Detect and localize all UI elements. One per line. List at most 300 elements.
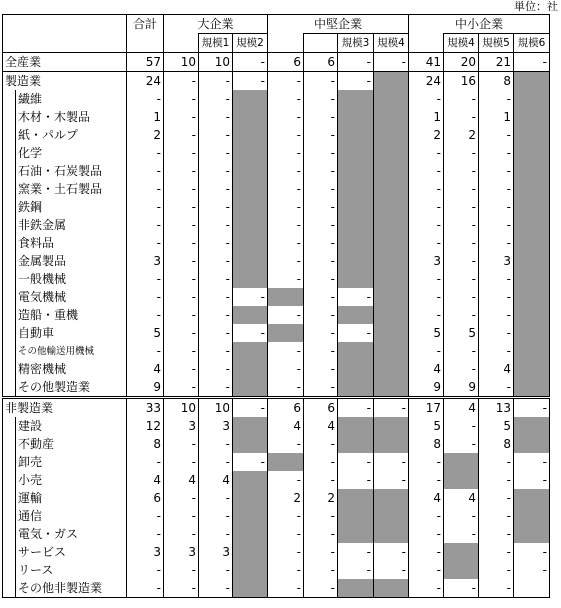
value-cell-size2 bbox=[233, 417, 268, 435]
value-cell-size2 bbox=[233, 525, 268, 543]
row-label: リース bbox=[16, 561, 127, 579]
size4-small-header: 規模4 bbox=[444, 34, 479, 53]
value-cell-mid-sub2: - bbox=[304, 543, 338, 561]
value-cell-mid-sub2: - bbox=[304, 561, 338, 579]
value-cell-size4 bbox=[374, 90, 409, 108]
value-cell-size2 bbox=[233, 162, 268, 180]
value-cell-total: - bbox=[127, 162, 164, 180]
value-cell-mid-sub2: - bbox=[304, 306, 338, 324]
value-cell-size6: - bbox=[514, 471, 550, 489]
value-cell-small-sub: - bbox=[409, 342, 444, 360]
value-cell-size2 bbox=[233, 507, 268, 525]
value-cell-small-sub: 8 bbox=[409, 435, 444, 453]
value-cell-mid-sub: - bbox=[268, 342, 304, 360]
size2-header: 規模2 bbox=[233, 34, 268, 53]
value-cell-mid-sub: - bbox=[268, 543, 304, 561]
value-cell-mid-sub2: - bbox=[304, 324, 338, 342]
value-cell-size5: - bbox=[479, 270, 514, 288]
value-cell-small-sub: 3 bbox=[409, 252, 444, 270]
value-cell-mid-sub2: 4 bbox=[304, 417, 338, 435]
value-cell-size3: - bbox=[338, 72, 374, 91]
indent-cell bbox=[3, 288, 16, 306]
value-cell-size3 bbox=[338, 378, 374, 398]
indent-cell bbox=[3, 417, 16, 435]
value-cell-size1: - bbox=[199, 234, 233, 252]
value-cell-total: - bbox=[127, 180, 164, 198]
table-row bbox=[3, 144, 550, 162]
value-cell-mid-sub2: 6 bbox=[304, 53, 338, 72]
value-cell-size4 bbox=[374, 435, 409, 453]
value-cell-size3: - bbox=[338, 561, 374, 579]
value-cell-size1: - bbox=[199, 324, 233, 342]
value-cell-mid-sub2: - bbox=[304, 360, 338, 378]
value-cell-size6 bbox=[514, 252, 550, 270]
value-cell-size5: - bbox=[479, 162, 514, 180]
value-cell-size1: - bbox=[199, 162, 233, 180]
table-row bbox=[3, 525, 550, 543]
value-cell-size4: - bbox=[374, 53, 409, 72]
value-cell-size4: - bbox=[374, 453, 409, 471]
value-cell-large-sub: - bbox=[164, 306, 199, 324]
value-cell-size3 bbox=[338, 90, 374, 108]
value-cell-size4 bbox=[374, 198, 409, 216]
value-cell-size4s: - bbox=[444, 435, 479, 453]
value-cell-total: - bbox=[127, 579, 164, 598]
value-cell-total: - bbox=[127, 342, 164, 360]
value-cell-size2: - bbox=[233, 53, 268, 72]
value-cell-size5: 13 bbox=[479, 398, 514, 418]
value-cell-size5: 21 bbox=[479, 53, 514, 72]
table-row bbox=[3, 216, 550, 234]
value-cell-size4 bbox=[374, 270, 409, 288]
value-cell-total: 9 bbox=[127, 378, 164, 398]
value-cell-size4s bbox=[444, 471, 479, 489]
indent-cell bbox=[3, 180, 16, 198]
value-cell-size2 bbox=[233, 126, 268, 144]
value-cell-large-sub: - bbox=[164, 144, 199, 162]
table-row bbox=[3, 162, 550, 180]
row-label: 木材・木製品 bbox=[16, 108, 127, 126]
mid-subheader-blank bbox=[268, 34, 304, 53]
value-cell-small-sub: 41 bbox=[409, 53, 444, 72]
value-cell-total: - bbox=[127, 216, 164, 234]
value-cell-small-sub: 5 bbox=[409, 417, 444, 435]
indent-cell bbox=[3, 198, 16, 216]
row-label: 自動車 bbox=[16, 324, 127, 342]
value-cell-size6 bbox=[514, 288, 550, 306]
value-cell-size3 bbox=[338, 579, 374, 598]
value-cell-size6: - bbox=[514, 561, 550, 579]
value-cell-size2: - bbox=[233, 288, 268, 306]
value-cell-size3 bbox=[338, 198, 374, 216]
value-cell-size5: - bbox=[479, 561, 514, 579]
value-cell-large-sub: 4 bbox=[164, 471, 199, 489]
value-cell-mid-sub2: - bbox=[304, 342, 338, 360]
value-cell-mid-sub bbox=[268, 324, 304, 342]
value-cell-size3: - bbox=[338, 543, 374, 561]
value-cell-mid-sub: - bbox=[268, 234, 304, 252]
indent-cell bbox=[3, 453, 16, 471]
indent-cell bbox=[3, 90, 16, 108]
value-cell-small-sub: - bbox=[409, 162, 444, 180]
large-enterprise-header: 大企業 bbox=[164, 15, 268, 34]
value-cell-mid-sub2: - bbox=[304, 234, 338, 252]
value-cell-size4s: - bbox=[444, 288, 479, 306]
indent-cell bbox=[3, 489, 16, 507]
value-cell-large-sub: - bbox=[164, 270, 199, 288]
value-cell-size2 bbox=[233, 144, 268, 162]
value-cell-size2: - bbox=[233, 72, 268, 91]
value-cell-large-sub: - bbox=[164, 561, 199, 579]
value-cell-large-sub: - bbox=[164, 288, 199, 306]
total-header: 合計 bbox=[127, 15, 164, 34]
small-enterprise-header: 中小企業 bbox=[409, 15, 550, 34]
value-cell-size3 bbox=[338, 162, 374, 180]
table-row bbox=[3, 234, 550, 252]
indent-cell bbox=[3, 144, 16, 162]
row-label: 化学 bbox=[16, 144, 127, 162]
value-cell-large-sub: 3 bbox=[164, 543, 199, 561]
value-cell-small-sub: - bbox=[409, 453, 444, 471]
table-row bbox=[3, 288, 550, 306]
value-cell-size6: - bbox=[514, 453, 550, 471]
value-cell-size1: - bbox=[199, 342, 233, 360]
row-label: 石油・石炭製品 bbox=[16, 162, 127, 180]
value-cell-size1: - bbox=[199, 579, 233, 598]
value-cell-size4s: 16 bbox=[444, 72, 479, 91]
value-cell-small-sub: - bbox=[409, 579, 444, 598]
value-cell-size4s: - bbox=[444, 90, 479, 108]
value-cell-size6 bbox=[514, 507, 550, 525]
indent-cell bbox=[3, 126, 16, 144]
size4-header: 規模4 bbox=[374, 34, 409, 53]
value-cell-size3 bbox=[338, 360, 374, 378]
value-cell-size3 bbox=[338, 507, 374, 525]
table-row bbox=[3, 180, 550, 198]
indent-cell bbox=[3, 435, 16, 453]
value-cell-size4s bbox=[444, 543, 479, 561]
value-cell-small-sub: 4 bbox=[409, 489, 444, 507]
value-cell-size1: - bbox=[199, 489, 233, 507]
value-cell-size4 bbox=[374, 234, 409, 252]
indent-cell bbox=[3, 252, 16, 270]
value-cell-size4 bbox=[374, 360, 409, 378]
value-cell-size4 bbox=[374, 288, 409, 306]
value-cell-size1: - bbox=[199, 144, 233, 162]
value-cell-total: 5 bbox=[127, 324, 164, 342]
value-cell-size1: - bbox=[199, 453, 233, 471]
value-cell-small-sub: - bbox=[409, 234, 444, 252]
value-cell-size4 bbox=[374, 162, 409, 180]
value-cell-size4: - bbox=[374, 398, 409, 418]
indent-cell bbox=[3, 234, 16, 252]
value-cell-size4 bbox=[374, 180, 409, 198]
indent-cell bbox=[3, 342, 16, 360]
value-cell-total: - bbox=[127, 507, 164, 525]
value-cell-mid-sub: - bbox=[268, 216, 304, 234]
value-cell-large-sub: - bbox=[164, 360, 199, 378]
value-cell-size5: - bbox=[479, 90, 514, 108]
value-cell-small-sub: - bbox=[409, 144, 444, 162]
value-cell-size6 bbox=[514, 144, 550, 162]
value-cell-size4: - bbox=[374, 561, 409, 579]
value-cell-mid-sub: - bbox=[268, 360, 304, 378]
value-cell-size1: - bbox=[199, 90, 233, 108]
value-cell-size6 bbox=[514, 342, 550, 360]
value-cell-size4 bbox=[374, 489, 409, 507]
indent-cell bbox=[3, 306, 16, 324]
value-cell-mid-sub2: 6 bbox=[304, 398, 338, 418]
value-cell-large-sub: - bbox=[164, 507, 199, 525]
table-row bbox=[3, 579, 550, 598]
value-cell-large-sub: - bbox=[164, 378, 199, 398]
value-cell-total: 3 bbox=[127, 543, 164, 561]
value-cell-mid-sub2: - bbox=[304, 507, 338, 525]
row-label: 小売 bbox=[16, 471, 127, 489]
large-subheader-blank bbox=[164, 34, 199, 53]
row-label: 食料品 bbox=[16, 234, 127, 252]
value-cell-mid-sub: 4 bbox=[268, 417, 304, 435]
value-cell-total: - bbox=[127, 561, 164, 579]
value-cell-size4 bbox=[374, 216, 409, 234]
value-cell-mid-sub: 2 bbox=[268, 489, 304, 507]
value-cell-size2 bbox=[233, 252, 268, 270]
row-label: 紙・パルプ bbox=[16, 126, 127, 144]
value-cell-size2 bbox=[233, 180, 268, 198]
value-cell-total: 33 bbox=[127, 398, 164, 418]
table-row bbox=[3, 417, 550, 435]
value-cell-size1: - bbox=[199, 108, 233, 126]
value-cell-large-sub: - bbox=[164, 252, 199, 270]
indent-cell bbox=[3, 324, 16, 342]
value-cell-mid-sub2: - bbox=[304, 72, 338, 91]
value-cell-size5: 4 bbox=[479, 360, 514, 378]
value-cell-total: 24 bbox=[127, 72, 164, 91]
value-cell-size1: 10 bbox=[199, 398, 233, 418]
row-label: 一般機械 bbox=[16, 270, 127, 288]
value-cell-mid-sub2: - bbox=[304, 252, 338, 270]
unit-label: 単位：社 bbox=[514, 0, 558, 13]
value-cell-mid-sub: - bbox=[268, 108, 304, 126]
value-cell-size5: - bbox=[479, 579, 514, 598]
table-row bbox=[3, 360, 550, 378]
value-cell-size4 bbox=[374, 525, 409, 543]
value-cell-large-sub: - bbox=[164, 126, 199, 144]
value-cell-size1: - bbox=[199, 525, 233, 543]
value-cell-mid-sub: - bbox=[268, 306, 304, 324]
value-cell-size5: - bbox=[479, 216, 514, 234]
row-label: その他輸送用機械 bbox=[16, 342, 127, 360]
value-cell-mid-sub: - bbox=[268, 252, 304, 270]
value-cell-small-sub: 4 bbox=[409, 360, 444, 378]
value-cell-size3 bbox=[338, 234, 374, 252]
value-cell-size5: - bbox=[479, 471, 514, 489]
value-cell-size6 bbox=[514, 360, 550, 378]
indent-cell bbox=[3, 579, 16, 598]
value-cell-size2 bbox=[233, 378, 268, 398]
value-cell-total: - bbox=[127, 234, 164, 252]
value-cell-size6 bbox=[514, 108, 550, 126]
value-cell-mid-sub2: - bbox=[304, 471, 338, 489]
value-cell-size4s: 9 bbox=[444, 378, 479, 398]
value-cell-size4: - bbox=[374, 543, 409, 561]
value-cell-size3: - bbox=[338, 288, 374, 306]
value-cell-size4 bbox=[374, 108, 409, 126]
value-cell-size1: 10 bbox=[199, 53, 233, 72]
row-label: 造船・重機 bbox=[16, 306, 127, 324]
table-row bbox=[3, 489, 550, 507]
value-cell-size4s: - bbox=[444, 252, 479, 270]
value-cell-size2 bbox=[233, 306, 268, 324]
value-cell-size5: 8 bbox=[479, 435, 514, 453]
value-cell-total: 3 bbox=[127, 252, 164, 270]
value-cell-large-sub: - bbox=[164, 216, 199, 234]
value-cell-size6 bbox=[514, 417, 550, 435]
value-cell-size3: - bbox=[338, 471, 374, 489]
value-cell-size6 bbox=[514, 324, 550, 342]
value-cell-size1: - bbox=[199, 306, 233, 324]
size1-header: 規模1 bbox=[199, 34, 233, 53]
value-cell-size4s: - bbox=[444, 342, 479, 360]
value-cell-mid-sub2: - bbox=[304, 270, 338, 288]
value-cell-size6 bbox=[514, 378, 550, 398]
value-cell-mid-sub: 6 bbox=[268, 53, 304, 72]
value-cell-mid-sub2: - bbox=[304, 162, 338, 180]
value-cell-large-sub: 10 bbox=[164, 53, 199, 72]
value-cell-mid-sub: - bbox=[268, 471, 304, 489]
value-cell-large-sub: - bbox=[164, 453, 199, 471]
row-label: サービス bbox=[16, 543, 127, 561]
value-cell-total: - bbox=[127, 90, 164, 108]
value-cell-total: - bbox=[127, 453, 164, 471]
small-subheader-blank bbox=[409, 34, 444, 53]
value-cell-size4s: - bbox=[444, 360, 479, 378]
value-cell-mid-sub: - bbox=[268, 144, 304, 162]
value-cell-size1: - bbox=[199, 180, 233, 198]
value-cell-size4 bbox=[374, 72, 409, 91]
value-cell-size3 bbox=[338, 144, 374, 162]
value-cell-mid-sub2: - bbox=[304, 108, 338, 126]
value-cell-size4 bbox=[374, 306, 409, 324]
value-cell-size4s: - bbox=[444, 306, 479, 324]
value-cell-size4s: - bbox=[444, 507, 479, 525]
value-cell-size4: - bbox=[374, 471, 409, 489]
value-cell-mid-sub2: - bbox=[304, 126, 338, 144]
value-cell-total: 4 bbox=[127, 360, 164, 378]
value-cell-size4 bbox=[374, 144, 409, 162]
value-cell-size6 bbox=[514, 198, 550, 216]
value-cell-size3: - bbox=[338, 453, 374, 471]
value-cell-total: - bbox=[127, 306, 164, 324]
table-row bbox=[3, 53, 550, 72]
value-cell-size1: - bbox=[199, 378, 233, 398]
value-cell-large-sub: - bbox=[164, 489, 199, 507]
value-cell-small-sub: - bbox=[409, 198, 444, 216]
value-cell-size3 bbox=[338, 435, 374, 453]
value-cell-size5: - bbox=[479, 453, 514, 471]
value-cell-size4 bbox=[374, 342, 409, 360]
value-cell-large-sub: - bbox=[164, 108, 199, 126]
value-cell-large-sub: - bbox=[164, 579, 199, 598]
section-label: 製造業 bbox=[3, 72, 127, 91]
value-cell-size6 bbox=[514, 270, 550, 288]
value-cell-total: 57 bbox=[127, 53, 164, 72]
value-cell-large-sub: - bbox=[164, 525, 199, 543]
value-cell-mid-sub2: - bbox=[304, 378, 338, 398]
value-cell-size1: - bbox=[199, 561, 233, 579]
value-cell-size2 bbox=[233, 471, 268, 489]
value-cell-size2 bbox=[233, 543, 268, 561]
value-cell-size2 bbox=[233, 234, 268, 252]
value-cell-size2: - bbox=[233, 398, 268, 418]
value-cell-size1: 3 bbox=[199, 417, 233, 435]
value-cell-size4s: 4 bbox=[444, 398, 479, 418]
value-cell-size1: - bbox=[199, 360, 233, 378]
row-label: その他非製造業 bbox=[16, 579, 127, 598]
value-cell-size4s: 5 bbox=[444, 324, 479, 342]
value-cell-small-sub: - bbox=[409, 216, 444, 234]
value-cell-size4 bbox=[374, 579, 409, 598]
table-row bbox=[3, 453, 550, 471]
value-cell-size3 bbox=[338, 489, 374, 507]
section-label: 非製造業 bbox=[3, 398, 127, 418]
value-cell-large-sub: 3 bbox=[164, 417, 199, 435]
value-cell-size6 bbox=[514, 579, 550, 598]
value-cell-size4s: 2 bbox=[444, 126, 479, 144]
value-cell-size1: - bbox=[199, 270, 233, 288]
value-cell-size1: - bbox=[199, 198, 233, 216]
row-label: 電気機械 bbox=[16, 288, 127, 306]
value-cell-total: - bbox=[127, 525, 164, 543]
value-cell-size4 bbox=[374, 378, 409, 398]
value-cell-size2: - bbox=[233, 453, 268, 471]
value-cell-mid-sub: - bbox=[268, 72, 304, 91]
value-cell-size5: 5 bbox=[479, 417, 514, 435]
value-cell-size1: - bbox=[199, 288, 233, 306]
value-cell-size2 bbox=[233, 561, 268, 579]
table-row bbox=[3, 378, 550, 398]
table-row bbox=[3, 252, 550, 270]
value-cell-size3 bbox=[338, 180, 374, 198]
value-cell-size1: - bbox=[199, 252, 233, 270]
value-cell-size5: - bbox=[479, 543, 514, 561]
value-cell-size6 bbox=[514, 234, 550, 252]
table-row bbox=[3, 342, 550, 360]
value-cell-small-sub: 2 bbox=[409, 126, 444, 144]
value-cell-total: 1 bbox=[127, 108, 164, 126]
value-cell-size5: - bbox=[479, 525, 514, 543]
value-cell-mid-sub2: - bbox=[304, 435, 338, 453]
value-cell-mid-sub: - bbox=[268, 126, 304, 144]
value-cell-total: 4 bbox=[127, 471, 164, 489]
value-cell-size6 bbox=[514, 162, 550, 180]
value-cell-large-sub: - bbox=[164, 198, 199, 216]
value-cell-mid-sub2: - bbox=[304, 579, 338, 598]
value-cell-size5: 8 bbox=[479, 72, 514, 91]
value-cell-size6 bbox=[514, 525, 550, 543]
value-cell-size4 bbox=[374, 126, 409, 144]
value-cell-total: 8 bbox=[127, 435, 164, 453]
midsize-enterprise-header: 中堅企業 bbox=[268, 15, 409, 34]
value-cell-size4 bbox=[374, 417, 409, 435]
value-cell-size3: - bbox=[338, 324, 374, 342]
value-cell-mid-sub: - bbox=[268, 270, 304, 288]
value-cell-size6 bbox=[514, 489, 550, 507]
value-cell-size5: - bbox=[479, 198, 514, 216]
value-cell-size2 bbox=[233, 342, 268, 360]
value-cell-size4s: - bbox=[444, 180, 479, 198]
value-cell-small-sub: 17 bbox=[409, 398, 444, 418]
